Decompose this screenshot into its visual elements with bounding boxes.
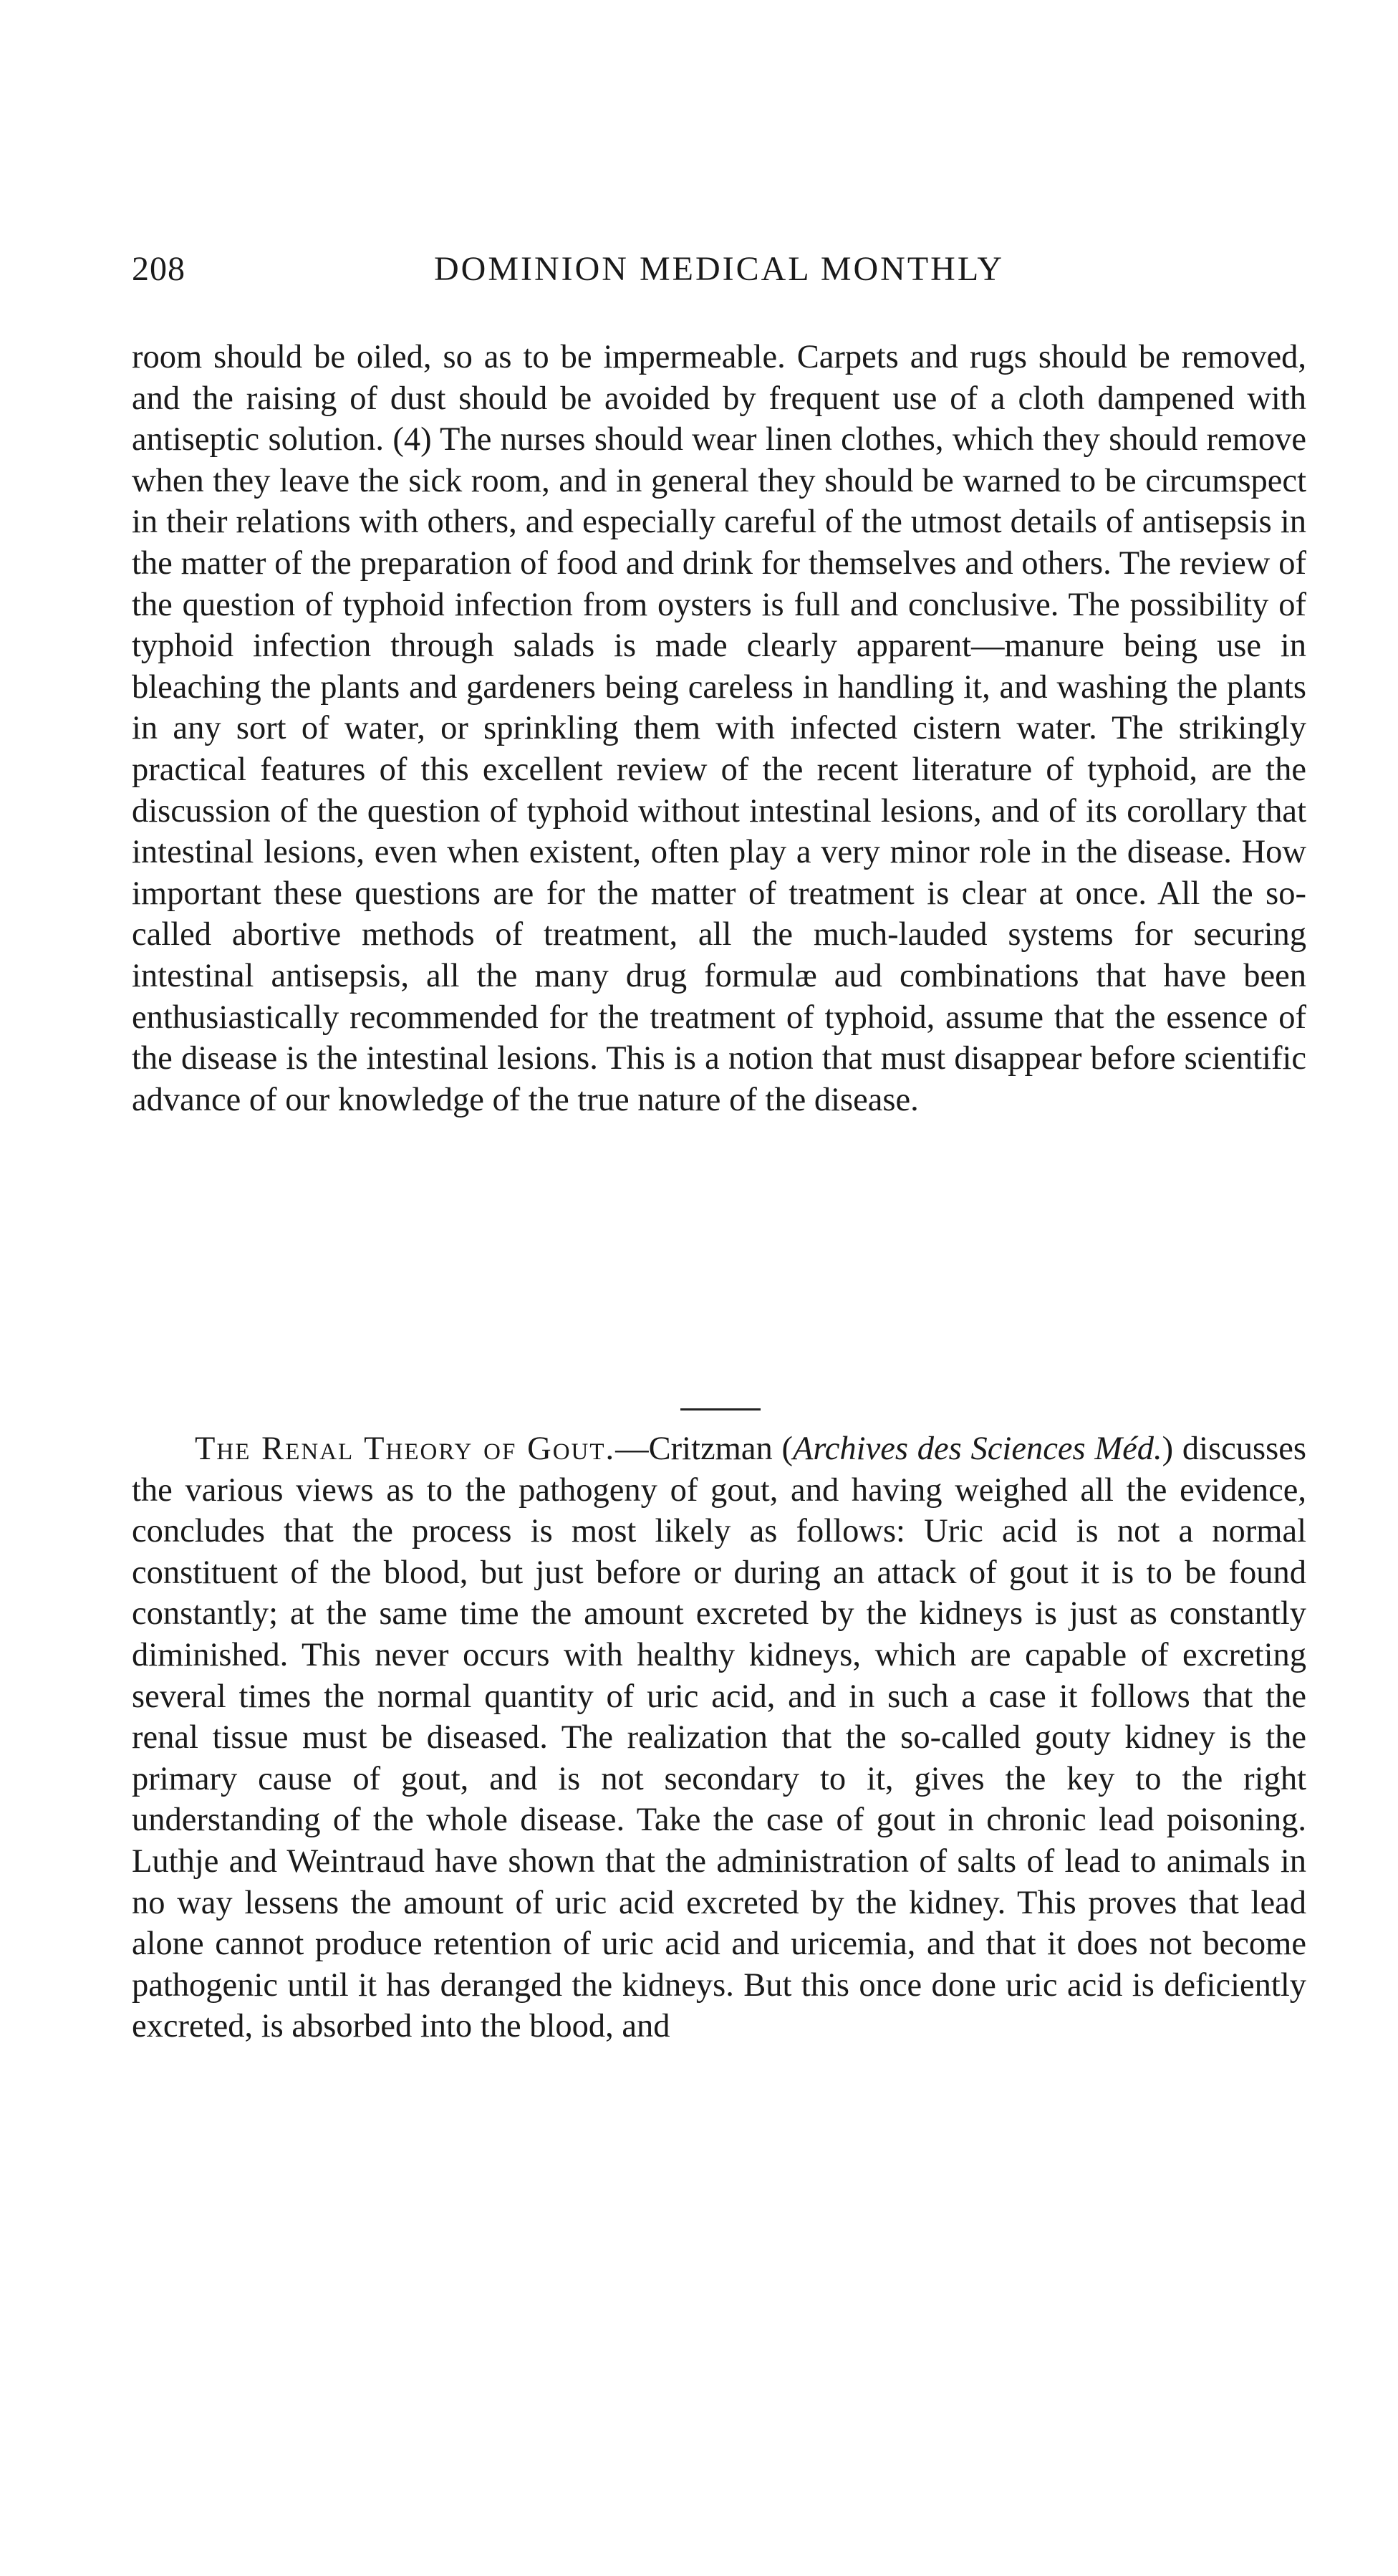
section-divider [680,1408,761,1410]
paragraph-text: ) discusses the various views as to the pathogeny of gout, and having weighed all the evidence, concludes that the process is most likely as follows: Uric acid is not a normal constituent of the blood, but just before or during an attack of gout it is to be found constantly; at the same time the amount excreted by the kidneys is just as constantly diminished. This never occurs with healthy kidneys, which are capable of excreting several times the normal quantity of uric acid, and in such a case it follows that the renal tissue must be diseased. The realization that the so-called gouty kidney is the primary cause of gout, and is not secondary to it, gives the key to the right understanding of the whole disease. Take the case of gout in chronic lead poisoning. Luthje and Weintraud have shown that the administration of salts of lead to animals in no way lessens the amount of uric acid excreted by the kidney. This proves that lead alone cannot produce retention of uric acid and uricemia, and that it does not become pathogenic until it has deranged the kidneys. But this once done uric acid is deficiently excreted, is absorbed into the blood, and [132,1431,1306,2045]
page-number: 208 [132,250,185,288]
running-title: DOMINION MEDICAL MONTHLY [433,250,1004,288]
section-heading: The Renal Theory of Gout. [195,1431,616,1467]
journal-title: Archives des Sciences Méd. [792,1431,1162,1467]
page-header [132,249,1306,301]
paragraph-renal-theory-of-gout [132,1428,1306,2047]
paragraph-text: room should be oiled, so as to be impermeable. Carpets and rugs should be removed, and the raising of dust should be avoided by frequent use of a cloth dampened with antiseptic solution. (4) The nurses should wear linen clothes, which they should remove when they leave the sick room, and in general they should be warned to be circumspect in their relations with others, and especially careful of the utmost details of antisepsis in the matter of the preparation of food and drink for themselves and others. The review of the question of typhoid infection from oysters is full and conclusive. The possibility of typhoid infection through salads is made clearly apparent—manure being use in bleaching the plants and gardeners being careless in handling it, and washing the plants in any sort of water, or sprinkling them with infected cistern water. The strikingly practical features of this excellent review of the recent literature of typhoid, are the discussion of the question of typhoid without intestinal lesions, and of its corollary that intestinal lesions, even when existent, often play a very minor role in the disease. How important these questions are for the matter of treatment is clear at once. All the so-called abortive methods of treatment, all the much-lauded systems for securing intestinal antisepsis, all the many drug formulæ aud combinations that have been enthusiastically recommended for the treatment of typhoid, assume that the essence of the disease is the intestinal lesions. This is a notion that must disappear before scientific advance of our knowledge of the true nature of the disease. [132,339,1306,1118]
author-intro: —Critzman ( [615,1431,793,1467]
paragraph-typhoid-review [132,337,1306,1120]
